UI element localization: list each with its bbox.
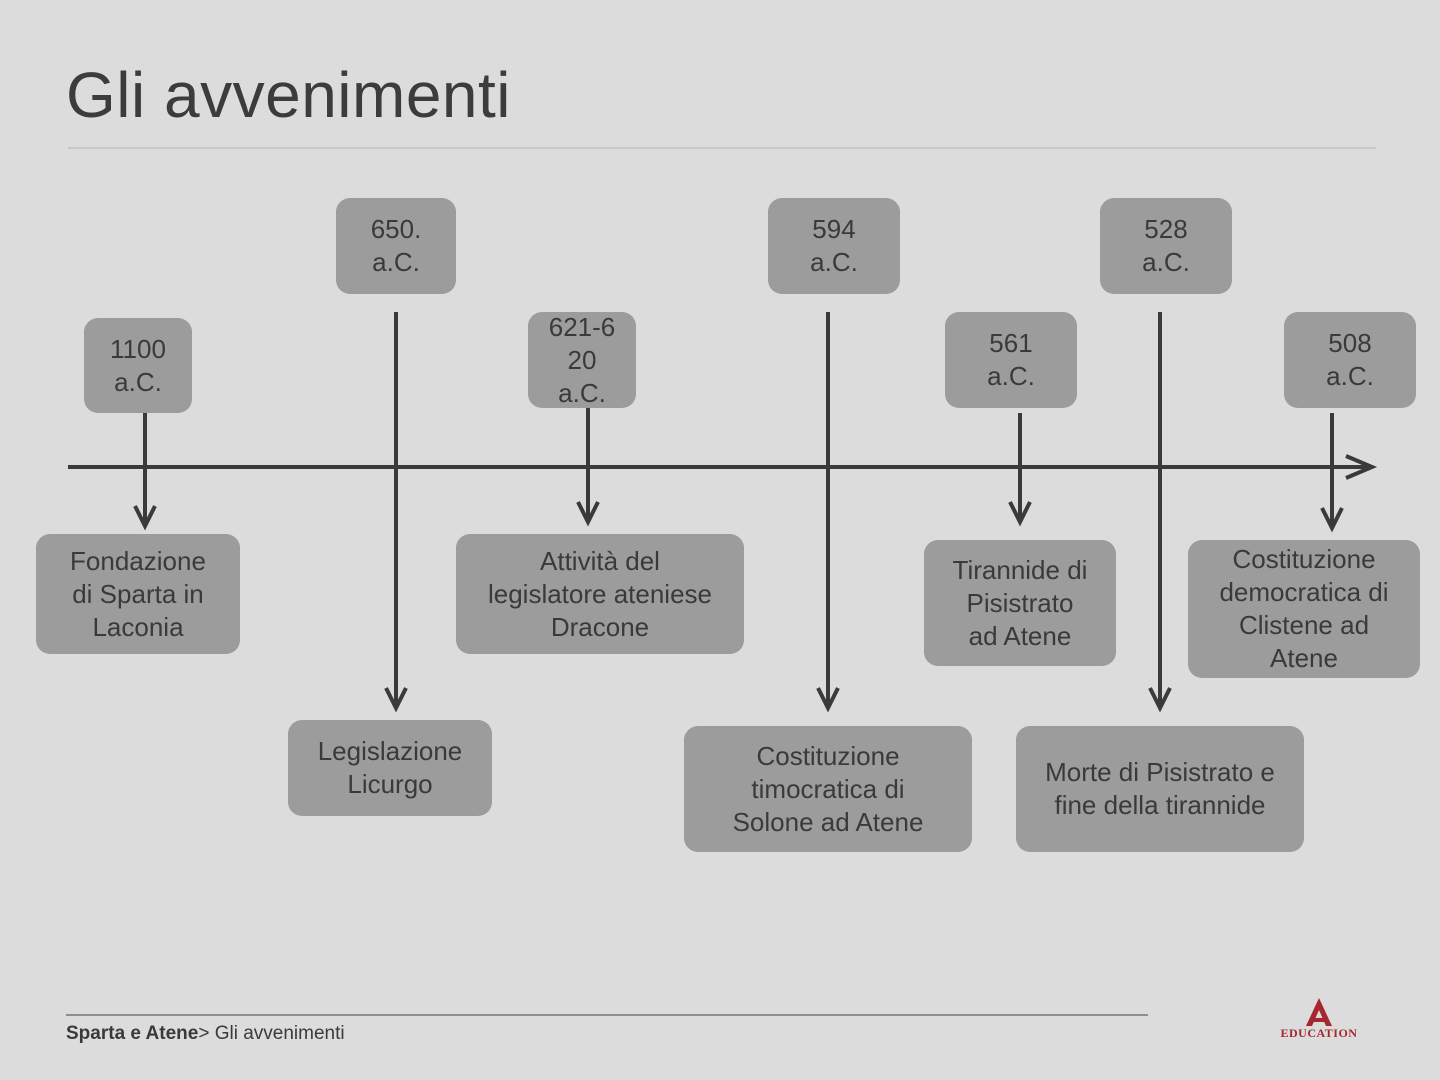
date-box-1100: 1100 a.C. bbox=[84, 318, 192, 413]
slide-title: Gli avvenimenti bbox=[66, 59, 511, 131]
event-box-621: Attività del legislatore ateniese Dracone bbox=[456, 534, 744, 654]
logo-text: EDUCATION bbox=[1280, 1026, 1358, 1040]
logo-mark-icon bbox=[1276, 996, 1362, 1028]
event-box-561: Tirannide di Pisistrato ad Atene bbox=[924, 540, 1116, 666]
footer-breadcrumb bbox=[66, 1023, 345, 1045]
date-box-650: 650. a.C. bbox=[336, 198, 456, 294]
date-box-621: 621-6 20 a.C. bbox=[528, 312, 636, 408]
date-box-561: 561 a.C. bbox=[945, 312, 1077, 408]
event-box-650: Legislazione Licurgo bbox=[288, 720, 492, 816]
event-box-528: Morte di Pisistrato e fine della tirannide bbox=[1016, 726, 1304, 852]
footer-divider bbox=[66, 1014, 1148, 1016]
date-box-528: 528 a.C. bbox=[1100, 198, 1232, 294]
footer-page: Gli avvenimenti bbox=[209, 1023, 345, 1044]
event-box-1100: Fondazione di Sparta in Laconia bbox=[36, 534, 240, 654]
footer-section: Sparta e Atene bbox=[66, 1023, 199, 1044]
date-box-594: 594 a.C. bbox=[768, 198, 900, 294]
date-box-508: 508 a.C. bbox=[1284, 312, 1416, 408]
footer-separator: > bbox=[198, 1023, 210, 1044]
event-box-594: Costituzione timocratica di Solone ad Atene bbox=[684, 726, 972, 852]
event-box-508: Costituzione democratica di Clistene ad Atene bbox=[1188, 540, 1420, 678]
education-logo bbox=[1276, 996, 1362, 1044]
